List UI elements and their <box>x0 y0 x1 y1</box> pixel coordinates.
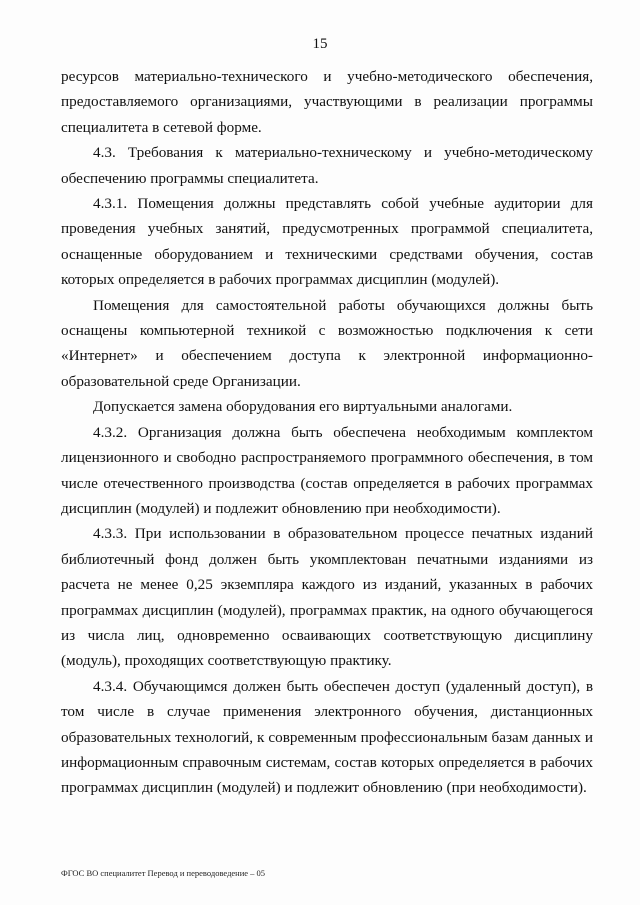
paragraph-4-3-4: 4.3.4. Обучающимся должен быть обеспечен доступ (удаленный доступ), в том числе в случае применения электронного обучения, дистанционных образовательных технологий, к современным профессиональным базам данных и информационным справочным системам, состав которых определяется в рабочих программах дисциплин (модулей) и подлежит обновлению (при необходимости). <box>61 677 593 797</box>
page-footer: ФГОС ВО специалитет Перевод и переводоведение – 05 <box>61 868 266 878</box>
paragraph-4-3-2: 4.3.2. Организация должна быть обеспечена необходимым комплектом лицензионного и свободно распространяемого программного обеспечения, в том числе отечественного производства (состав определяется в рабочих программах дисциплин (модулей) и подлежит обновлению при необходимости). <box>61 423 593 517</box>
paragraph-4-3: 4.3. Требования к материально-техническому и учебно-методическому обеспечению программы специалитета. <box>61 144 593 187</box>
paragraph-4-3-3: 4.3.3. При использовании в образовательном процессе печатных изданий библиотечный фонд должен быть укомплектован печатными изданиями из расчета не менее 0,25 экземпляра каждого из изданий, указанных в рабочих программах дисциплин (модулей), программах практик, на одного обучающегося из числа лиц, одновременно осваивающих соответствующую дисциплину (модуль), проходящих соответствующую практику. <box>61 525 593 670</box>
paragraph-4-3-1: 4.3.1. Помещения должны представлять собой учебные аудитории для проведения учебных занятий, предусмотренных программой специалитета, оснащенные оборудованием и техническими средствами обучения, состав которых определяется в рабочих программах дисциплин (модулей). <box>61 195 593 289</box>
paragraph-self-study-rooms: Помещения для самостоятельной работы обучающихся должны быть оснащены компьютерной техникой с возможностью подключения к сети «Интернет» и обеспечением доступа к электронной информационно-образовательной среде Организации. <box>61 296 593 390</box>
paragraph-virtual-analogs: Допускается замена оборудования его виртуальными аналогами. <box>93 398 513 416</box>
page-number: 15 <box>312 36 328 52</box>
paragraph-continuation: ресурсов материально-технического и учебно-методического обеспечения, предоставляемого организациями, участвующими в реализации программы специалитета в сетевой форме. <box>61 68 593 136</box>
document-body <box>61 64 593 801</box>
